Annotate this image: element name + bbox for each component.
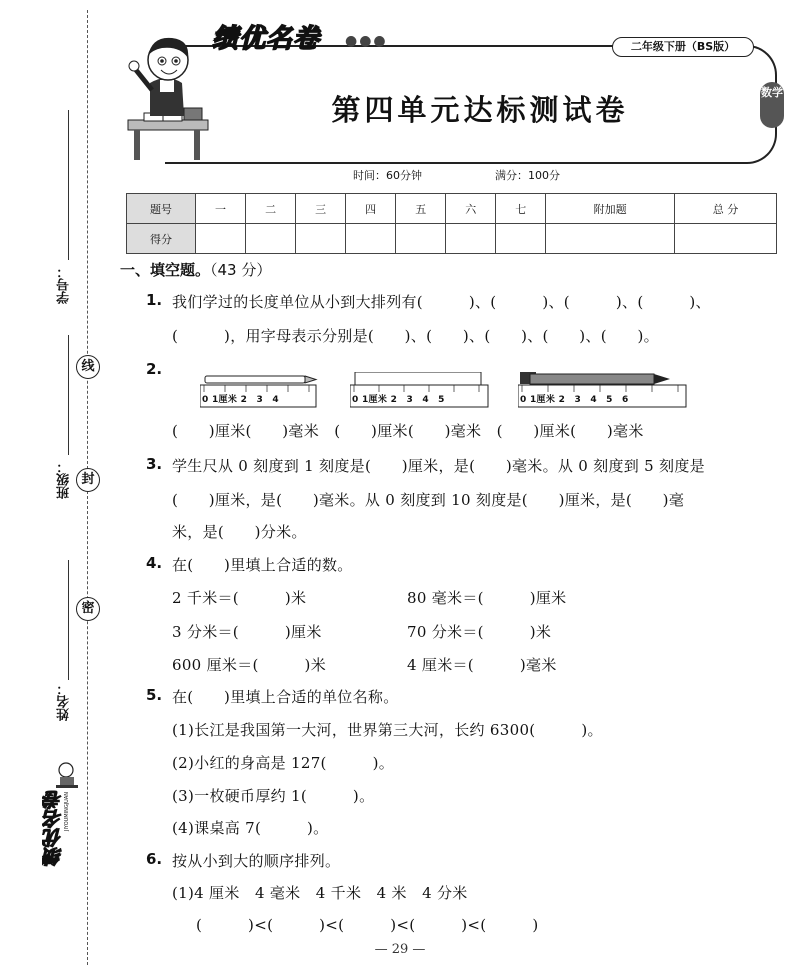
col-3: 三	[296, 194, 346, 224]
q3-line3: 米，是( )分米。	[172, 523, 307, 541]
q5-item2: (2)小红的身高是 127( )。	[172, 754, 395, 772]
q5-item3: (3)一枚硬币厚约 1( )。	[172, 787, 375, 805]
score-cell[interactable]	[296, 224, 346, 254]
exam-time: 时间：60分钟	[353, 169, 422, 182]
col-6: 六	[446, 194, 496, 224]
col-1: 一	[196, 194, 246, 224]
q3-number: 3.	[146, 455, 163, 473]
col-4: 四	[346, 194, 396, 224]
class-label: 班级：	[57, 460, 72, 499]
seal-xian: 线	[76, 355, 100, 379]
score-cell[interactable]	[496, 224, 546, 254]
student-no-line	[68, 110, 69, 260]
q4-row3-left: 600 厘米＝( )米	[172, 656, 327, 674]
subject-tab: 数学	[760, 82, 784, 128]
q3-line1: 学生尺从 0 刻度到 1 刻度是( )厘米，是( )毫米。从 0 刻度到 5 刻度是	[172, 457, 705, 475]
q2-number: 2.	[146, 360, 163, 378]
seal-feng: 封	[76, 468, 100, 492]
side-brand-logo	[30, 760, 84, 890]
q1-number: 1.	[146, 291, 163, 309]
section-title-text: 一、填空题。	[120, 261, 211, 279]
side-brand-text: 绩优名卷	[43, 790, 65, 866]
q4-row3-right: 4 厘米＝( )毫米	[407, 656, 557, 674]
q4-row2-left: 3 分米＝( )厘米	[172, 623, 322, 641]
row-label-score: 得分	[127, 224, 196, 254]
score-cell[interactable]	[246, 224, 296, 254]
name-line	[68, 560, 69, 680]
page-title: 第四单元达标测试卷	[331, 93, 629, 127]
q4-row1-right: 80 毫米＝( )厘米	[407, 589, 567, 607]
score-cell[interactable]	[196, 224, 246, 254]
score-cell[interactable]	[446, 224, 496, 254]
ruler1-labels: 0 1厘米 2 3 4	[202, 395, 279, 405]
q4-stem: 在( )里填上合适的数。	[172, 556, 353, 574]
score-cell[interactable]	[546, 224, 675, 254]
section-points: （43 分）	[210, 261, 272, 279]
score-table-score-row	[127, 224, 777, 254]
brand-logo: 绩优名卷	[212, 24, 321, 54]
side-brand-pinyin: JIYOUMINGJUAN	[64, 792, 70, 832]
q5-item1: (1)长江是我国第一大河，世界第三大河，长约 6300( )。	[172, 721, 603, 739]
q4-number: 4.	[146, 554, 163, 572]
q6-compare: ( )<( )<( )<( )<( )	[196, 916, 539, 934]
ruler2-labels: 0 1厘米 2 3 4 5	[352, 395, 445, 405]
q1-line1: 我们学过的长度单位从小到大排列有( )、( )、( )、( )、	[172, 293, 711, 311]
seal-mi: 密	[76, 597, 100, 621]
logo-dots: ●●●	[345, 33, 388, 49]
score-table-header-row	[127, 194, 777, 224]
page-number: — 29 —	[374, 942, 426, 957]
score-cell[interactable]	[675, 224, 777, 254]
q1-line2: ( )，用字母表示分别是( )、( )、( )、( )、( )。	[172, 327, 659, 345]
class-line	[68, 335, 69, 455]
section-title	[120, 259, 271, 280]
full-score: 满分：100分	[495, 169, 560, 182]
score-table	[126, 193, 777, 254]
grade-badge: 二年级下册（BS版）	[612, 37, 754, 57]
q5-stem: 在( )里填上合适的单位名称。	[172, 688, 399, 706]
q6-item1: (1)4 厘米 4 毫米 4 千米 4 米 4 分米	[172, 884, 468, 902]
name-label: 姓名：	[57, 682, 72, 721]
q5-item4: (4)课桌高 7( )。	[172, 819, 329, 837]
q3-line2: ( )厘米，是( )毫米。从 0 刻度到 10 刻度是( )厘米，是( )毫	[172, 491, 685, 509]
col-2: 二	[246, 194, 296, 224]
col-total: 总 分	[675, 194, 777, 224]
q4-row2-right: 70 分米＝( )米	[407, 623, 552, 641]
ruler3-labels: 0 1厘米 2 3 4 5 6	[520, 395, 629, 405]
score-cell[interactable]	[346, 224, 396, 254]
col-5: 五	[396, 194, 446, 224]
q6-number: 6.	[146, 850, 163, 868]
q2-answer-line: ( )厘米( )毫米 ( )厘米( )毫米 ( )厘米( )毫米	[172, 422, 644, 440]
col-7: 七	[496, 194, 546, 224]
row-label-question-no: 题号	[127, 194, 196, 224]
q5-number: 5.	[146, 686, 163, 704]
score-cell[interactable]	[396, 224, 446, 254]
col-bonus: 附加题	[546, 194, 675, 224]
q6-stem: 按从小到大的顺序排列。	[172, 852, 341, 870]
student-no-label: 学号：	[57, 265, 72, 304]
q4-row1-left: 2 千米＝( )米	[172, 589, 307, 607]
